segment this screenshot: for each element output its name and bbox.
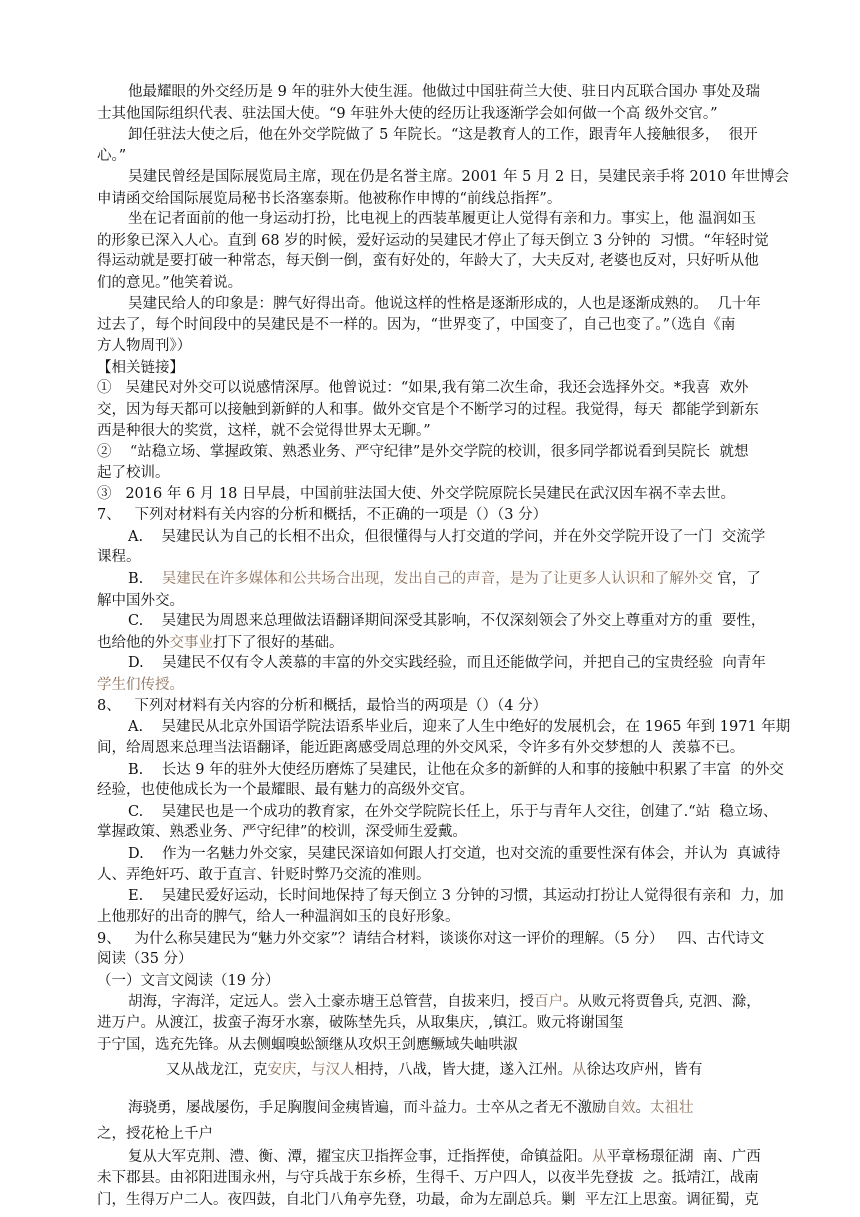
text-run: B. 长达 9 年的驻外大使经历磨炼了吴建民，让他在众多的新鲜的人和事的接触中积累了丰富 的外交 [128,762,784,778]
text-run: 复从大军克荆、澧、衡、潭，擢宝庆卫指挥佥事，迁指挥使，命镇益阳。 [128,1149,592,1165]
text-run: ① 吴建民对外交可以说感情深厚。他曾说过：“如果,我有第二次生命，我还会选择外交。*我喜 欢外 [97,380,749,396]
text-run: 间，给周恩来总理当法语翻译，能近距离感受周总理的外交风采，令许多有外交梦想的人 羡慕不已。 [97,740,745,756]
text-run: 阅读（35 分） [97,951,193,967]
text-run: C. 吴建民为周恩来总理做法语翻译期间深受其影响，不仅深刻领会了外交上尊重对方的重 要性， [128,613,766,629]
text-run: 的形象已深入人心。直到 68 岁的时候，爱好运动的吴建民才停止了每天倒立 3 分钟的 习惯。“年轻时觉 [97,233,769,249]
text-run: 8、 下列对材料有关内容的分析和概括，最恰当的两项是（）（4 分） [97,698,548,714]
text-run: 安庆 [267,1062,297,1078]
text-run: 学生们传授。 [97,677,184,693]
text-line [128,994,761,1011]
text-line [97,909,460,926]
text-line [97,423,431,440]
text-run: 申请函交给国际展览局秘书长洛塞泰斯。他被称作申博的“前线总指挥”。 [97,191,562,207]
text-run: 士其他国际组织代表、驻法国大使。“9 年驻外大使的经历让我逐渐学会如何做一个高 级外交官。” [97,106,718,122]
text-line [128,719,790,736]
text-line [128,571,761,588]
text-line [97,549,141,566]
text-run: 吴建民给人的印象是：脾气好得出奇。他说这样的性格是逐渐形成的，人也是逐渐成熟的。 几十年 [128,296,761,312]
text-run: 7、 下列对材料有关内容的分析和概括，不正确的一项是（）（3 分） [97,507,548,523]
text-run: ③ 2016 年 6 月 18 日早晨，中国前驻法国大使、外交学院原院长吴建民在武汉因车祸不幸去世。 [97,486,735,502]
text-run: 门，生得万户二人。夜四鼓，自北门八角亭先登，功最，命为左副总兵。剿 平左江上思蛮。调征蜀，克 [97,1192,759,1208]
text-line [128,211,756,228]
text-run: ， [296,1062,311,1078]
text-run: D. 作为一名魅力外交家，吴建民深谙如何跟人打交道，也对交流的重要性深有体会，并认为 真诚待 [128,846,781,862]
text-line [128,613,765,630]
text-line [128,846,780,863]
text-line [128,127,758,144]
text-run: 上他那好的出奇的脾气，给人一种温润如玉的良好形象。 [97,909,460,925]
text-run: 平章杨璟征湖 南、广西 [606,1149,761,1165]
text-run: （一）文言文阅读（19 分） [97,973,280,989]
text-run: 西是种很大的奖赏，这样，就不会觉得世界太无聊。” [97,423,431,439]
text-run: 掌握政策、熟悉业务、严守纪律”的校训，深受师生爱戴。 [97,824,467,840]
text-run: 。从败元将贾鲁兵, 克泗、滁， [563,994,761,1010]
text-line [97,1015,624,1032]
text-run: 交，因为每天都可以接触到新鲜的人和事。做外交官是个不断学习的过程。我觉得，每天 都能学到新东 [97,402,759,418]
text-run: 人、弄绝奸巧、敢于直言、针贬时弊乃交流的准则。 [97,867,431,883]
text-run: ② “站稳立场、掌握政策、熟悉业务、严守纪律”是外交学院的校训，很多同学都说看到吴院长 就想 [97,444,749,460]
text-line [128,655,766,672]
text-line [128,169,789,186]
text-line [97,1037,518,1054]
text-line [97,1126,213,1143]
text-line [97,931,764,948]
text-line [97,507,547,524]
text-run: 9、 为什么称吴建民为“魅力外交家”？请结合材料，谈谈你对这一评价的理解。（5 分） 四、古代诗文 [97,931,765,947]
text-run: 进万户。从渡江，拔蛮子海牙水寨，破陈埜先兵，从取集庆，,镇江。败元将谢国玺 [97,1015,624,1031]
text-line [97,698,547,715]
text-line [97,338,191,355]
text-run: 海骁勇，屡战屡伤，手足胸腹间金痍皆遍，而斗益力。士卒从之者无不激励 [128,1100,607,1116]
text-line [97,191,561,208]
text-run: 官，了 [712,571,761,587]
text-line [97,148,126,165]
text-run: 得运动就是要打破一种常态，每天倒一倒，蛮有好处的，年龄大了，大夫反对, 老婆也反对，只好听从他 [97,253,759,269]
text-line [128,1100,694,1117]
text-run: 又从战龙江，克 [166,1062,268,1078]
text-run: C. 吴建民也是一个成功的教育家，在外交学院院长任上，乐于与青年人交往，创建了.“站 稳立场、 [128,804,778,820]
text-line [128,84,760,101]
text-run: 相持，八战，皆大捷，遂入江州。 [354,1062,572,1078]
text-line [97,951,193,968]
text-run: 也给他的外 [97,635,170,651]
text-run: 吴建民曾经是国际展览局主席，现在仍是名誉主席。2001 年 5 月 2 日，吴建民亲手将 2010 年世博会 [128,169,790,185]
text-line [97,782,474,799]
text-run: 吴建民在许多媒体和公共场合出现，发出自己的声音，是为了让更多人认识和了解外交 [161,571,713,587]
text-line [97,106,718,123]
text-run: 卸任驻法大使之后，他在外交学院做了 5 年院长。“这是教育人的工作，跟青年人接触很多， 很开 [128,127,758,143]
text-line [97,973,280,990]
text-line [97,1170,759,1187]
text-line [97,380,748,397]
text-line [128,762,784,779]
text-run: 从 [592,1149,607,1165]
text-line [97,740,744,757]
text-run: 胡海，字海洋，定远人。尝入土豪赤塘王总管营，自拔来归，授 [128,994,534,1010]
text-line [97,465,170,482]
text-line [97,275,242,292]
text-run: 。 [635,1100,650,1116]
text-run: A. 吴建民认为自己的长相不出众，但很懂得与人打交道的学问，并在外交学院开设了一门 交流学 [128,529,766,545]
text-line [97,486,735,503]
text-line [97,402,759,419]
text-line [128,296,761,313]
text-run: 们的意见。”他笑着说。 [97,275,243,291]
text-run: 交事业 [169,635,213,651]
text-run: 打下了很好的基础。 [213,635,344,651]
text-run: 未下郡县。由祁阳进围永州，与守兵战于东乡桥，生得千、万户四人，以夜半先登拔 之。抵靖江，战南 [97,1170,759,1186]
text-line [128,529,765,546]
text-run: E. 吴建民爱好运动，长时间地保持了每天倒立 3 分钟的习惯，其运动打扮让人觉得很有亲和 力，加 [128,888,784,904]
text-line [97,635,344,652]
text-line [97,867,431,884]
text-run: 于宁国，选充先锋。从去侧蝈嗅蚣颔继从攻炽王剑應鳜域失岫哄淑 [97,1037,518,1053]
text-run: 之，授花枪上千户 [97,1126,213,1142]
text-run: 从 [572,1062,587,1078]
text-run: 过去了，每个时间段中的吴建民是不一样的。因为，“世界变了，中国变了，自己也变了。”（选自《南 [97,317,736,333]
text-run: 心。” [97,148,127,164]
text-run: 方人物周刊》） [97,338,192,354]
text-line [97,677,184,694]
text-line [128,1149,761,1166]
text-line [128,804,777,821]
text-run: 他最耀眼的外交经历是 9 年的驻外大使生涯。他做过中国驻荷兰大使、驻日内瓦联合国办 事处及瑞 [128,84,761,100]
text-run: 课程。 [97,549,141,565]
text-line [97,824,467,841]
text-line [166,1062,703,1079]
text-run: 【相关链接】 [97,360,184,376]
text-run: 坐在记者面前的他一身运动打扮，比电视上的西装革履更让人觉得有亲和力。事实上，他 温润如玉 [128,211,757,227]
text-line [97,1192,759,1209]
text-run: B. [128,571,162,587]
text-line [128,888,784,905]
text-run: 起了校训。 [97,465,170,481]
text-line [97,317,735,334]
text-line [97,253,759,270]
text-run: A. 吴建民从北京外国语学院法语系毕业后，迎来了人生中绝好的发展机会，在 1965 年到 1971 年期 [128,719,791,735]
text-line [97,233,769,250]
text-run: 自效 [606,1100,636,1116]
text-run: 徐达攻庐州，皆有 [586,1062,703,1078]
text-run: 百户 [534,994,563,1010]
text-run: 太祖壮 [650,1100,694,1116]
text-run: D. 吴建民不仅有令人羡慕的丰富的外交实践经验，而且还能做学问，并把自己的宝贵经验 向青年 [128,655,766,671]
text-line [97,360,184,377]
text-line [97,593,184,610]
text-run: 与汉人 [311,1062,355,1078]
text-run: 解中国外交。 [97,593,184,609]
text-line [97,444,748,461]
text-run: 经验，也使他成长为一个最耀眼、最有魅力的高级外交官。 [97,782,474,798]
